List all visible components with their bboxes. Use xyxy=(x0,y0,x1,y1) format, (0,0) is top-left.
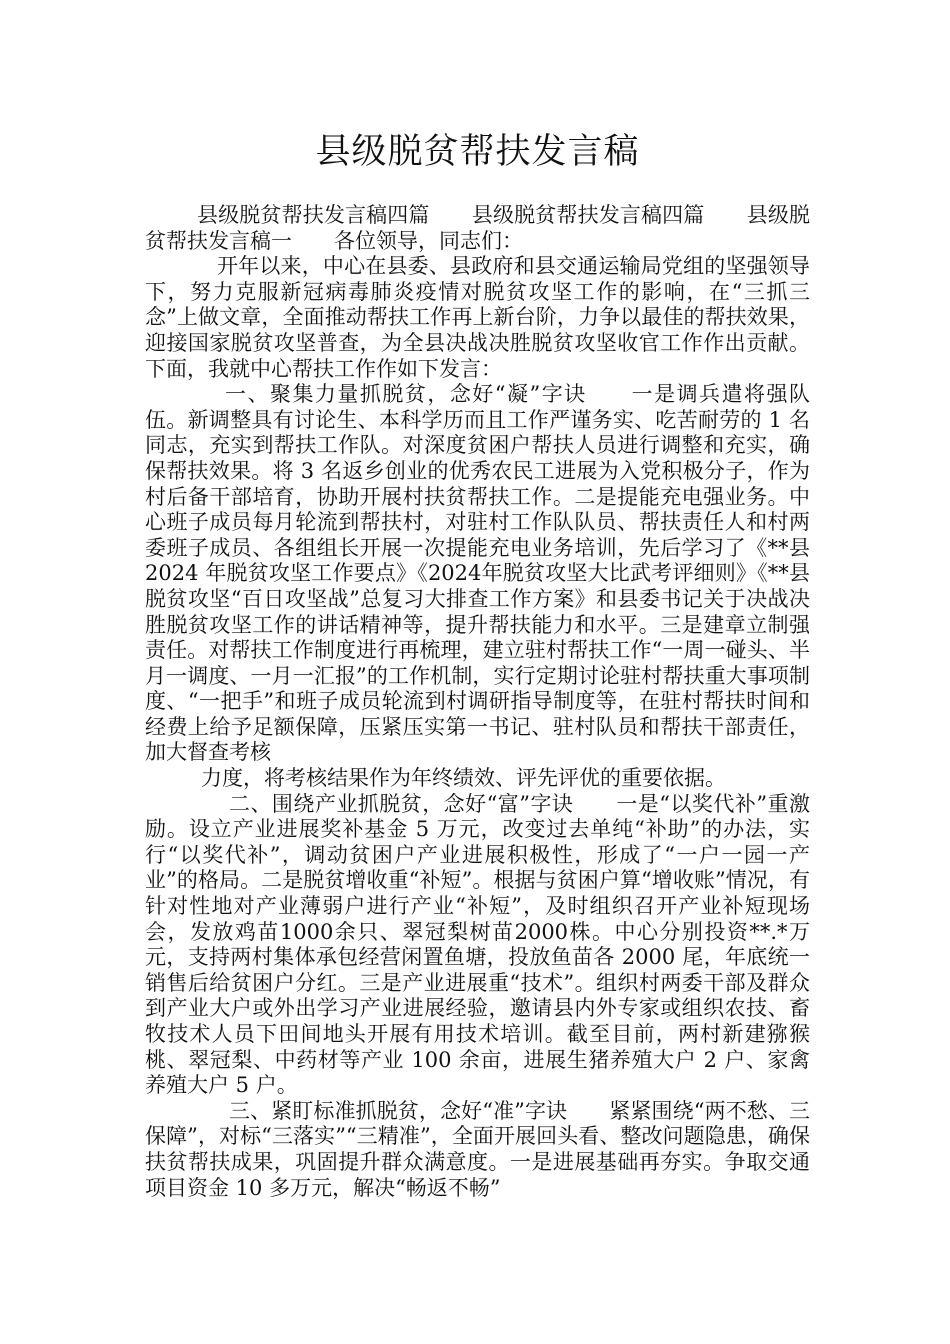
paragraph-section-1: 一、聚集力量抓脱贫，念好“凝”字诀 一是调兵遣将强队伍。新调整具有讨论生、本科学历而且工作严谨务实、吃苦耐劳的 1 名同志，充实到帮扶工作队。对深度贫困户帮扶人员进行调整和充实，确保帮扶效果。将 3 名返乡创业的优秀农民工进展为入党积极分子，作为村后备干部培育，协助开展村扶贫帮扶工作。二是提能充电强业务。中心班子成员每月轮流到帮扶村，对驻村工作队队员、帮扶责任人和村两委班子成员、各组组长开展一次提能充电业务培训，先后学习了《**县 2024 年脱贫攻坚工作要点》《2024年脱贫攻坚大比武考评细则》《**县脱贫攻坚“百日攻坚战”总复习大排查工作方案》和县委书记关于决战决胜脱贫攻坚工作的讲话精神等，提升帮扶能力和水平。三是建章立制强责任。对帮扶工作制度进行再梳理，建立驻村帮扶工作“一周一碰头、半月一调度、一月一汇报”的工作机制，实行定期讨论驻村帮扶重大事项制度、“一把手”和班子成员轮流到村调研指导制度等，在驻村帮扶时间和经费上给予足额保障，压紧压实第一书记、驻村队员和帮扶干部责任，加大督查考核 xyxy=(145,382,817,765)
document-page xyxy=(145,0,817,1201)
paragraph-intro: 县级脱贫帮扶发言稿四篇 县级脱贫帮扶发言稿四篇 县级脱贫帮扶发言稿一 各位领导，同志们： xyxy=(145,203,810,253)
paragraph-section-3: 三、紧盯标准抓脱贫，念好“准”字诀 紧紧围绕“两不愁、三保障”，对标“三落实”“三精准”，全面开展回头看、整改问题隐患，确保扶贫帮扶成果，巩固提升群众满意度。一是进展基础再夯实。争取交通项目资金 10 多万元，解决“畅返不畅” xyxy=(145,1098,810,1200)
document-title: 县级脱贫帮扶发言稿 xyxy=(315,132,640,172)
paragraph-opening: 开年以来，中心在县委、县政府和县交通运输局党组的坚强领导下，努力克服新冠病毒肺炎疫情对脱贫攻坚工作的影响，在“三抓三念”上做文章，全面推动帮扶工作再上新台阶，力争以最佳的帮扶效果，迎接国家脱贫攻坚普查，为全县决战决胜脱贫攻坚收官工作作出贡献。下面，我就中心帮扶工作作如下发言： xyxy=(145,254,810,381)
document-body xyxy=(145,203,817,1201)
paragraph-section-2: 二、围绕产业抓脱贫，念好“富”字诀 一是“以奖代补”重激励。设立产业进展奖补基金 5 万元，改变过去单纯“补助”的办法，实行“以奖代补”，调动贫困户产业进展积极性，形成了“一户一园一产业”的格局。二是脱贫增收重“补短”。根据与贫困户算“增收账”情况，有针对性地对产业薄弱户进行产业“补短”，及时组织召开产业补短现场会，发放鸡苗1000余只、翠冠梨树苗2000株。中心分别投资**.*万元，支持两村集体承包经营闲置鱼塘，投放鱼苗各 2000 尾，年底统一销售后给贫困户分红。三是产业进展重“技术”。组织村两委干部及群众到产业大户或外出学习产业进展经验，邀请县内外专家或组织农技、畜牧技术人员下田间地头开展有用技术培训。截至目前，两村新建猕猴桃、翠冠梨、中药材等产业 100 余亩，进展生猪养殖大户 2 户、家禽养殖大户 5 户。 xyxy=(145,791,810,1098)
paragraph-section-1-continued: 力度，将考核结果作为年终绩效、评先评优的重要依据。 xyxy=(201,766,726,791)
